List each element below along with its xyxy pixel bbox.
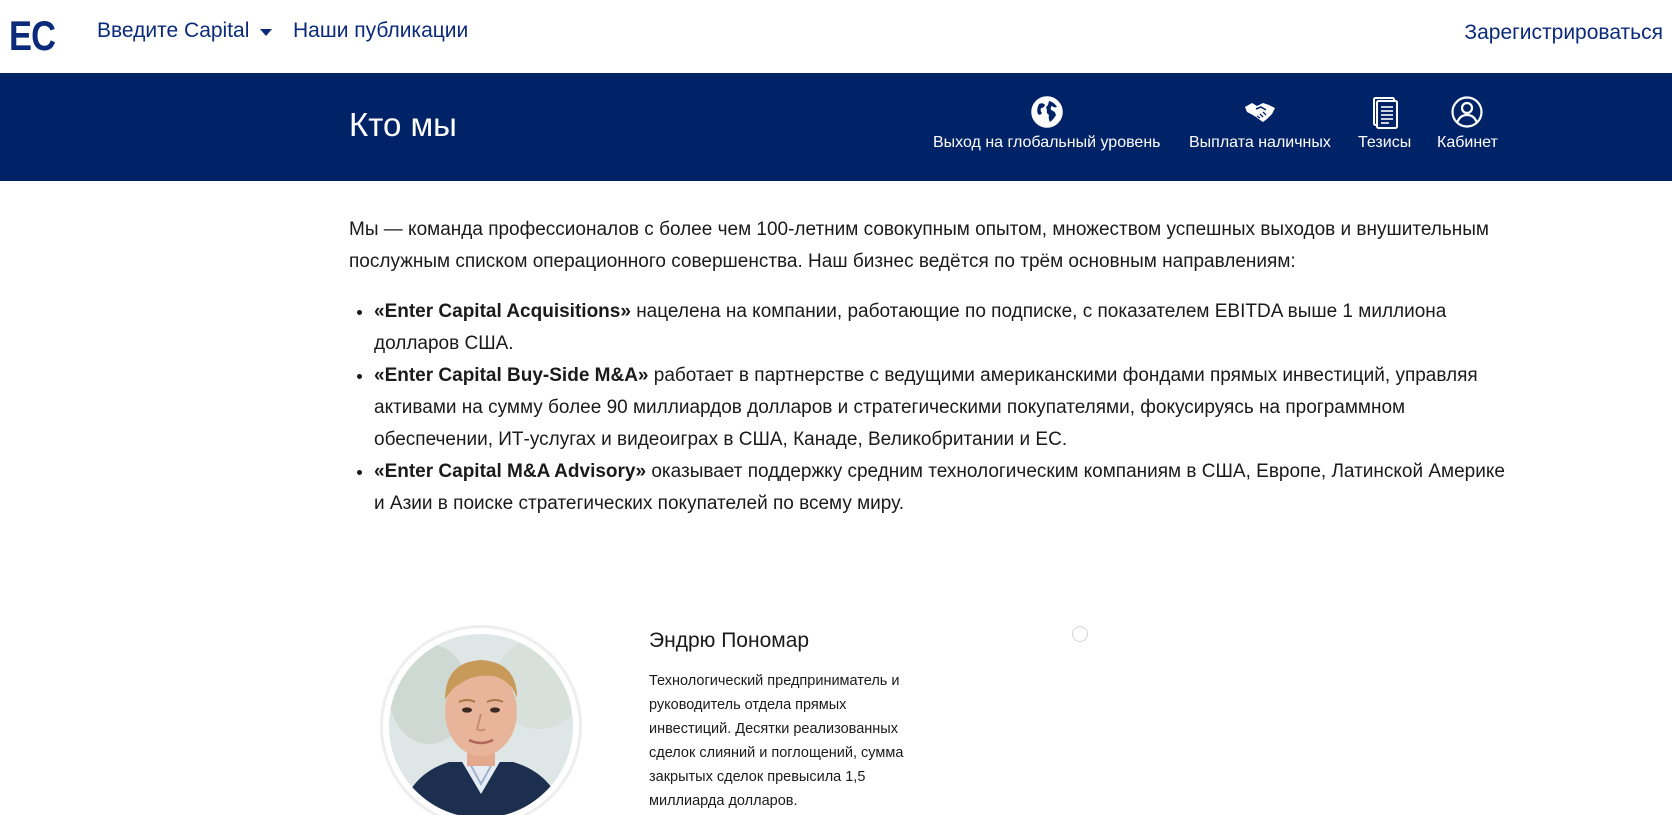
list-item-title: «Enter Capital Buy-Side M&A» bbox=[374, 365, 649, 386]
page-banner bbox=[0, 73, 1672, 181]
nav-publications-link[interactable]: Наши публикации bbox=[293, 19, 469, 42]
logo[interactable]: EC bbox=[9, 12, 56, 59]
list-item-text: нацелена на компании, работающие по подписке, с показателем EBITDA выше 1 миллиона долларов США. bbox=[374, 301, 1447, 354]
banner-item-global[interactable] bbox=[933, 95, 1161, 152]
chevron-down-icon bbox=[260, 29, 272, 36]
person-bio: Технологический предприниматель и руководитель отдела прямых инвестиций. Десятки реализованных сделок слияний и поглощений, сумма закрытых сделок превысила 1,5 миллиарда долларов. bbox=[649, 673, 904, 809]
list-item-title: «Enter Capital M&A Advisory» bbox=[374, 461, 647, 482]
banner-item-label: Выход на глобальный уровень bbox=[933, 134, 1161, 151]
avatar bbox=[380, 625, 582, 815]
banner-item-theses[interactable] bbox=[1358, 95, 1411, 152]
register-link[interactable]: Зарегистрироваться bbox=[1464, 21, 1663, 44]
carousel-dot[interactable] bbox=[1072, 626, 1088, 642]
user-icon bbox=[1450, 95, 1484, 129]
list-item bbox=[374, 456, 1519, 520]
list-item-text: оказывает поддержку средним технологическим компаниям в США, Европе, Латинской Америке и Азии в поиске стратегических покупателей по всему миру. bbox=[374, 461, 1505, 514]
banner-item-payout[interactable] bbox=[1189, 95, 1331, 152]
banner-item-label: Тезисы bbox=[1358, 134, 1412, 151]
globe-icon bbox=[1030, 95, 1064, 129]
list-item bbox=[374, 360, 1519, 456]
list-item-text: работает в партнерстве с ведущими американскими фондами прямых инвестиций, управляя активами на сумму более 90 миллиардов долларов и стратегическими покупателями, фокусируясь на программном обеспечении, ИТ-услугах и видеоиграх в США, Канаде, Великобритании и ЕС. bbox=[374, 365, 1478, 450]
intro-paragraph: Мы — команда профессионалов с более чем 100-летним совокупным опытом, множеством успешных выходов и внушительным послужным списком операционного совершенства. Наш бизнес ведётся по трём основным направлениям: bbox=[349, 219, 1489, 272]
nav-capital-dropdown[interactable] bbox=[97, 19, 272, 43]
handshake-icon bbox=[1243, 95, 1277, 129]
about-content bbox=[349, 214, 1519, 520]
list-item-title: «Enter Capital Acquisitions» bbox=[374, 301, 637, 322]
top-navigation bbox=[0, 0, 1672, 73]
page-title: Кто мы bbox=[349, 106, 457, 143]
avatar-photo bbox=[389, 634, 573, 815]
business-lines-list bbox=[349, 296, 1519, 520]
list-item bbox=[374, 296, 1519, 360]
nav-capital-label: Введите Capital bbox=[97, 19, 250, 42]
banner-item-label: Выплата наличных bbox=[1189, 134, 1331, 151]
banner-item-cabinet[interactable] bbox=[1437, 95, 1498, 152]
banner-item-label: Кабинет bbox=[1437, 134, 1498, 151]
person-name: Эндрю Пономар bbox=[649, 629, 810, 652]
document-icon bbox=[1368, 95, 1402, 129]
